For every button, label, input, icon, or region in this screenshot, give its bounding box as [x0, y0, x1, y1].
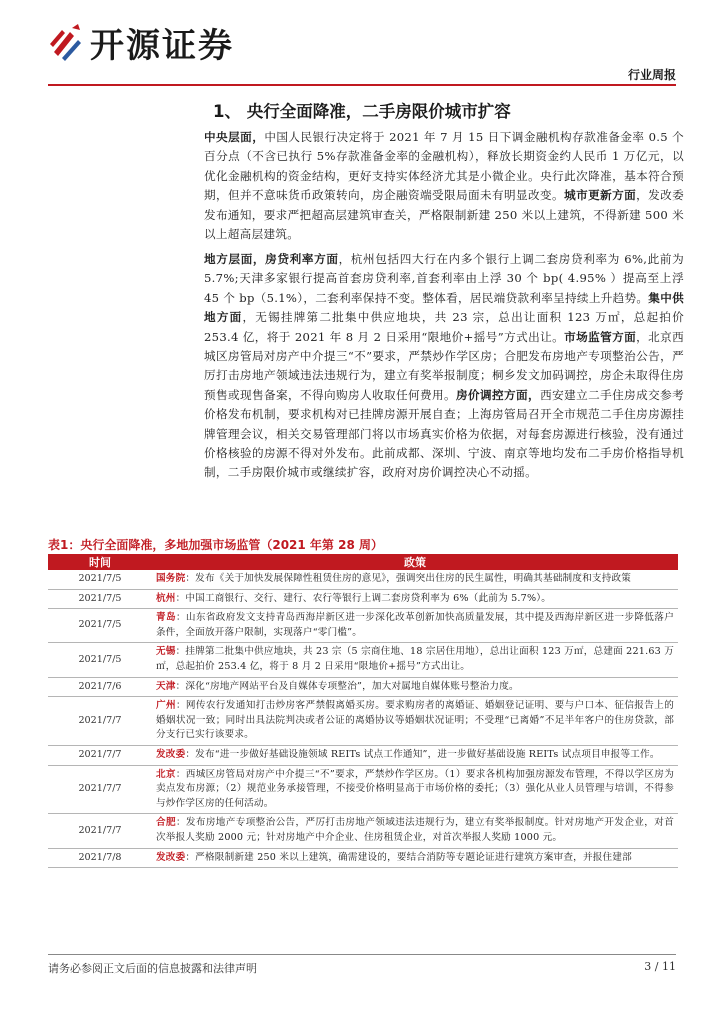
- row-text: ：西城区房管局对房产中介提三“不”要求，严禁炒作学区房。（1）要求各机构加强房源发布管理，不得以学区房为卖点发布房源；（2）规范业务承接管理，不接受价格明显高于市场价格的委托；（3）强化从业人员管理与培训，不得参与炒作学区房的任何活动。: [156, 768, 675, 809]
- row-policy: [152, 848, 678, 868]
- row-org: 天津: [156, 680, 176, 692]
- footer-divider: [48, 954, 676, 955]
- text-market-supervision: ，北京西城区房管局对房产中介提三“不”要求，严禁炒作学区房；合肥发布房地产专项整治公告，严厉打击房地产领域违法违规行为，建立有奖举报制度；桐乡发文加码调控，房企未取得住房预售或现售备案，不得向购房人收取任何费用。: [204, 329, 684, 402]
- text-mortgage: ，杭州包括四大行在内多个银行上调二套房贷利率为 6%,此前为 5.7%;天津多家银行提高首套房贷利率,首套利率由上浮 30 个 bp( 4.95% ）提高至上浮 45 个 bp（5.1%），二套利率保持不变。整体看，居民端贷款利率呈持续上升趋势。: [204, 252, 684, 305]
- lead-local: 地方层面，: [204, 252, 266, 266]
- table-row: [48, 814, 678, 848]
- row-org: 青岛: [156, 612, 176, 624]
- row-org: 国务院: [156, 573, 186, 584]
- row-policy: [152, 677, 678, 697]
- row-date: 2021/7/8: [48, 848, 152, 868]
- lead-central: 中央层面，: [204, 130, 265, 144]
- row-date: 2021/7/5: [48, 570, 152, 589]
- section-title: 1、 央行全面降准，二手房限价城市扩容: [213, 102, 511, 121]
- row-date: 2021/7/7: [48, 814, 152, 848]
- paragraph-central: [204, 128, 684, 244]
- row-org: 北京: [156, 768, 176, 780]
- row-date: 2021/7/7: [48, 697, 152, 746]
- lead-land-supply: 集中供地方面: [204, 290, 684, 325]
- table-row: [48, 570, 678, 589]
- row-org: 无锡: [156, 646, 176, 658]
- policy-table: [48, 554, 678, 868]
- row-date: 2021/7/5: [48, 643, 152, 677]
- row-text: ：山东省政府发文支持青岛西海岸新区进一步深化改革创新加快高质量发展，其中提及西海岸新区进一步降低落户条件，全面放开落户限制，实现落户“零门槛”。: [156, 612, 675, 638]
- row-org: 发改委: [156, 748, 186, 760]
- report-type: 行业周报: [627, 68, 676, 82]
- table-row: [48, 745, 678, 765]
- table-header-row: [48, 554, 678, 570]
- lead-urban-renewal: 城市更新方面: [564, 188, 637, 203]
- table-row: [48, 643, 678, 677]
- table-row: [48, 697, 678, 746]
- table-row: [48, 677, 678, 697]
- row-date: 2021/7/7: [48, 765, 152, 814]
- row-org: 合肥: [156, 817, 176, 829]
- table-row: [48, 589, 678, 609]
- row-text: ：挂牌第二批集中供应地块，共 23 宗（5 宗商住地、18 宗居住用地），总出让面积 123 万㎡，总建面 221.63 万㎡，总起拍价 253.4 亿，将于 8 月 2 日采用“限地价+摇号”方式出让。: [156, 646, 674, 672]
- row-text: ：网传农行发通知打击炒房客严禁假离婚买房。要求购房者的离婚证、婚姻登记证明、要与户口本、征信报告上的婚姻状况一致；同时出具法院判决或者公证的离婚协议等婚姻状况证明；不受理“已离婚”不足半年客户的住房贷款，部分支行已实行该要求。: [156, 700, 675, 741]
- company-logo: [48, 20, 234, 64]
- text-urban-renewal: ，发改委发布通知，要求严把超高层建筑审查关，严格限制新建 250 米以上建筑，不得新建 500 米以上超高层建筑。: [204, 188, 684, 242]
- row-date: 2021/7/7: [48, 745, 152, 765]
- header-time: 时间: [48, 554, 152, 570]
- row-text: ：发布“进一步做好基础设施领域 REITs 试点工作通知”，进一步做好基础设施 REITs 试点项目申报等工作。: [185, 748, 660, 760]
- row-policy: [152, 643, 678, 677]
- row-text: ：深化“房地产网站平台及自媒体专项整治”，加大对属地自媒体账号整治力度。: [175, 680, 519, 692]
- row-policy: [152, 745, 678, 765]
- kaiyuan-logo-icon: [48, 22, 82, 62]
- table-row: [48, 609, 678, 643]
- table-row: [48, 848, 678, 868]
- header-policy: 政策: [152, 554, 678, 570]
- row-text: ：中国工商银行、交行、建行、农行等银行上调二套房贷利率为 6%（此前为 5.7%）。: [175, 592, 552, 604]
- row-org: 发改委: [156, 851, 186, 863]
- text-price-control: 西安建立二手住房成交参考价格发布机制，要求机构对已挂牌房源开展自查；上海房管局召开全市规范二手住房房源挂牌管理会议，相关交易管理部门将以市场真实价格为依据，对每套房源进行核验，没有通过价格核验的房源不得对外发布。此前成都、深圳、宁波、南京等地均发布二手房价格指导机制，二手房限价城市或继续扩容，政府对房价调控决心不动摇。: [204, 387, 684, 480]
- text-land-supply: ，无锡挂牌第二批集中供应地块，共 23 宗，总出让面积 123 万㎡，总起拍价 253.4 亿，将于 2021 年 8 月 2 日采用“限地价+摇号”方式出让。: [204, 310, 684, 344]
- row-org: 杭州: [156, 592, 176, 604]
- row-policy: [152, 765, 678, 814]
- row-policy: [152, 697, 678, 746]
- lead-price-control: 房价调控方面，: [456, 387, 541, 402]
- page-number: 3 / 11: [644, 960, 676, 973]
- lead-market-supervision: 市场监管方面: [564, 329, 637, 344]
- row-policy: [152, 570, 678, 589]
- table-caption: 表1：央行全面降准，多地加强市场监管（2021 年第 28 周）: [48, 538, 383, 552]
- row-date: 2021/7/6: [48, 677, 152, 697]
- row-date: 2021/7/5: [48, 589, 152, 609]
- row-text: ：发布房地产专项整治公告，严厉打击房地产领域违法违规行为，建立有奖举报制度。针对房地产开发企业，对首次举报人奖励 2000 元；针对房地产中介企业、住房租赁企业，对首次举报人奖励 1000 元。: [156, 817, 675, 843]
- footer-disclaimer: 请务必参阅正文后面的信息披露和法律声明: [48, 962, 257, 975]
- text-central: 中国人民银行决定将于 2021 年 7 月 15 日下调金融机构存款准备金率 0.5 个百分点（不含已执行 5%存款准备金率的金融机构），释放长期资金约人民币 1 万亿元，以优化金融机构的资金结构，更好支持实体经济尤其是小微企业。央行此次降准，基本符合预期，但并不意味货币政策转向，房企融资端受限局面未有明显改变。: [204, 130, 684, 203]
- header-divider: [48, 84, 676, 86]
- row-policy: [152, 814, 678, 848]
- row-policy: [152, 589, 678, 609]
- row-text: ：发布《关于加快发展保障性租赁住房的意见》，强调突出住房的民生属性，明确其基础制度和支持政策: [185, 573, 632, 584]
- row-text: ：严格限制新建 250 米以上建筑，确需建设的，要结合消防等专题论证进行建筑方案审查，并报住建部: [185, 851, 632, 863]
- lead-mortgage: 房贷利率方面: [265, 252, 339, 266]
- row-org: 广州: [156, 700, 176, 712]
- paragraph-local: [204, 250, 684, 483]
- brand-name: 开源证券: [90, 25, 234, 66]
- row-policy: [152, 609, 678, 643]
- row-date: 2021/7/5: [48, 609, 152, 643]
- table-row: [48, 765, 678, 814]
